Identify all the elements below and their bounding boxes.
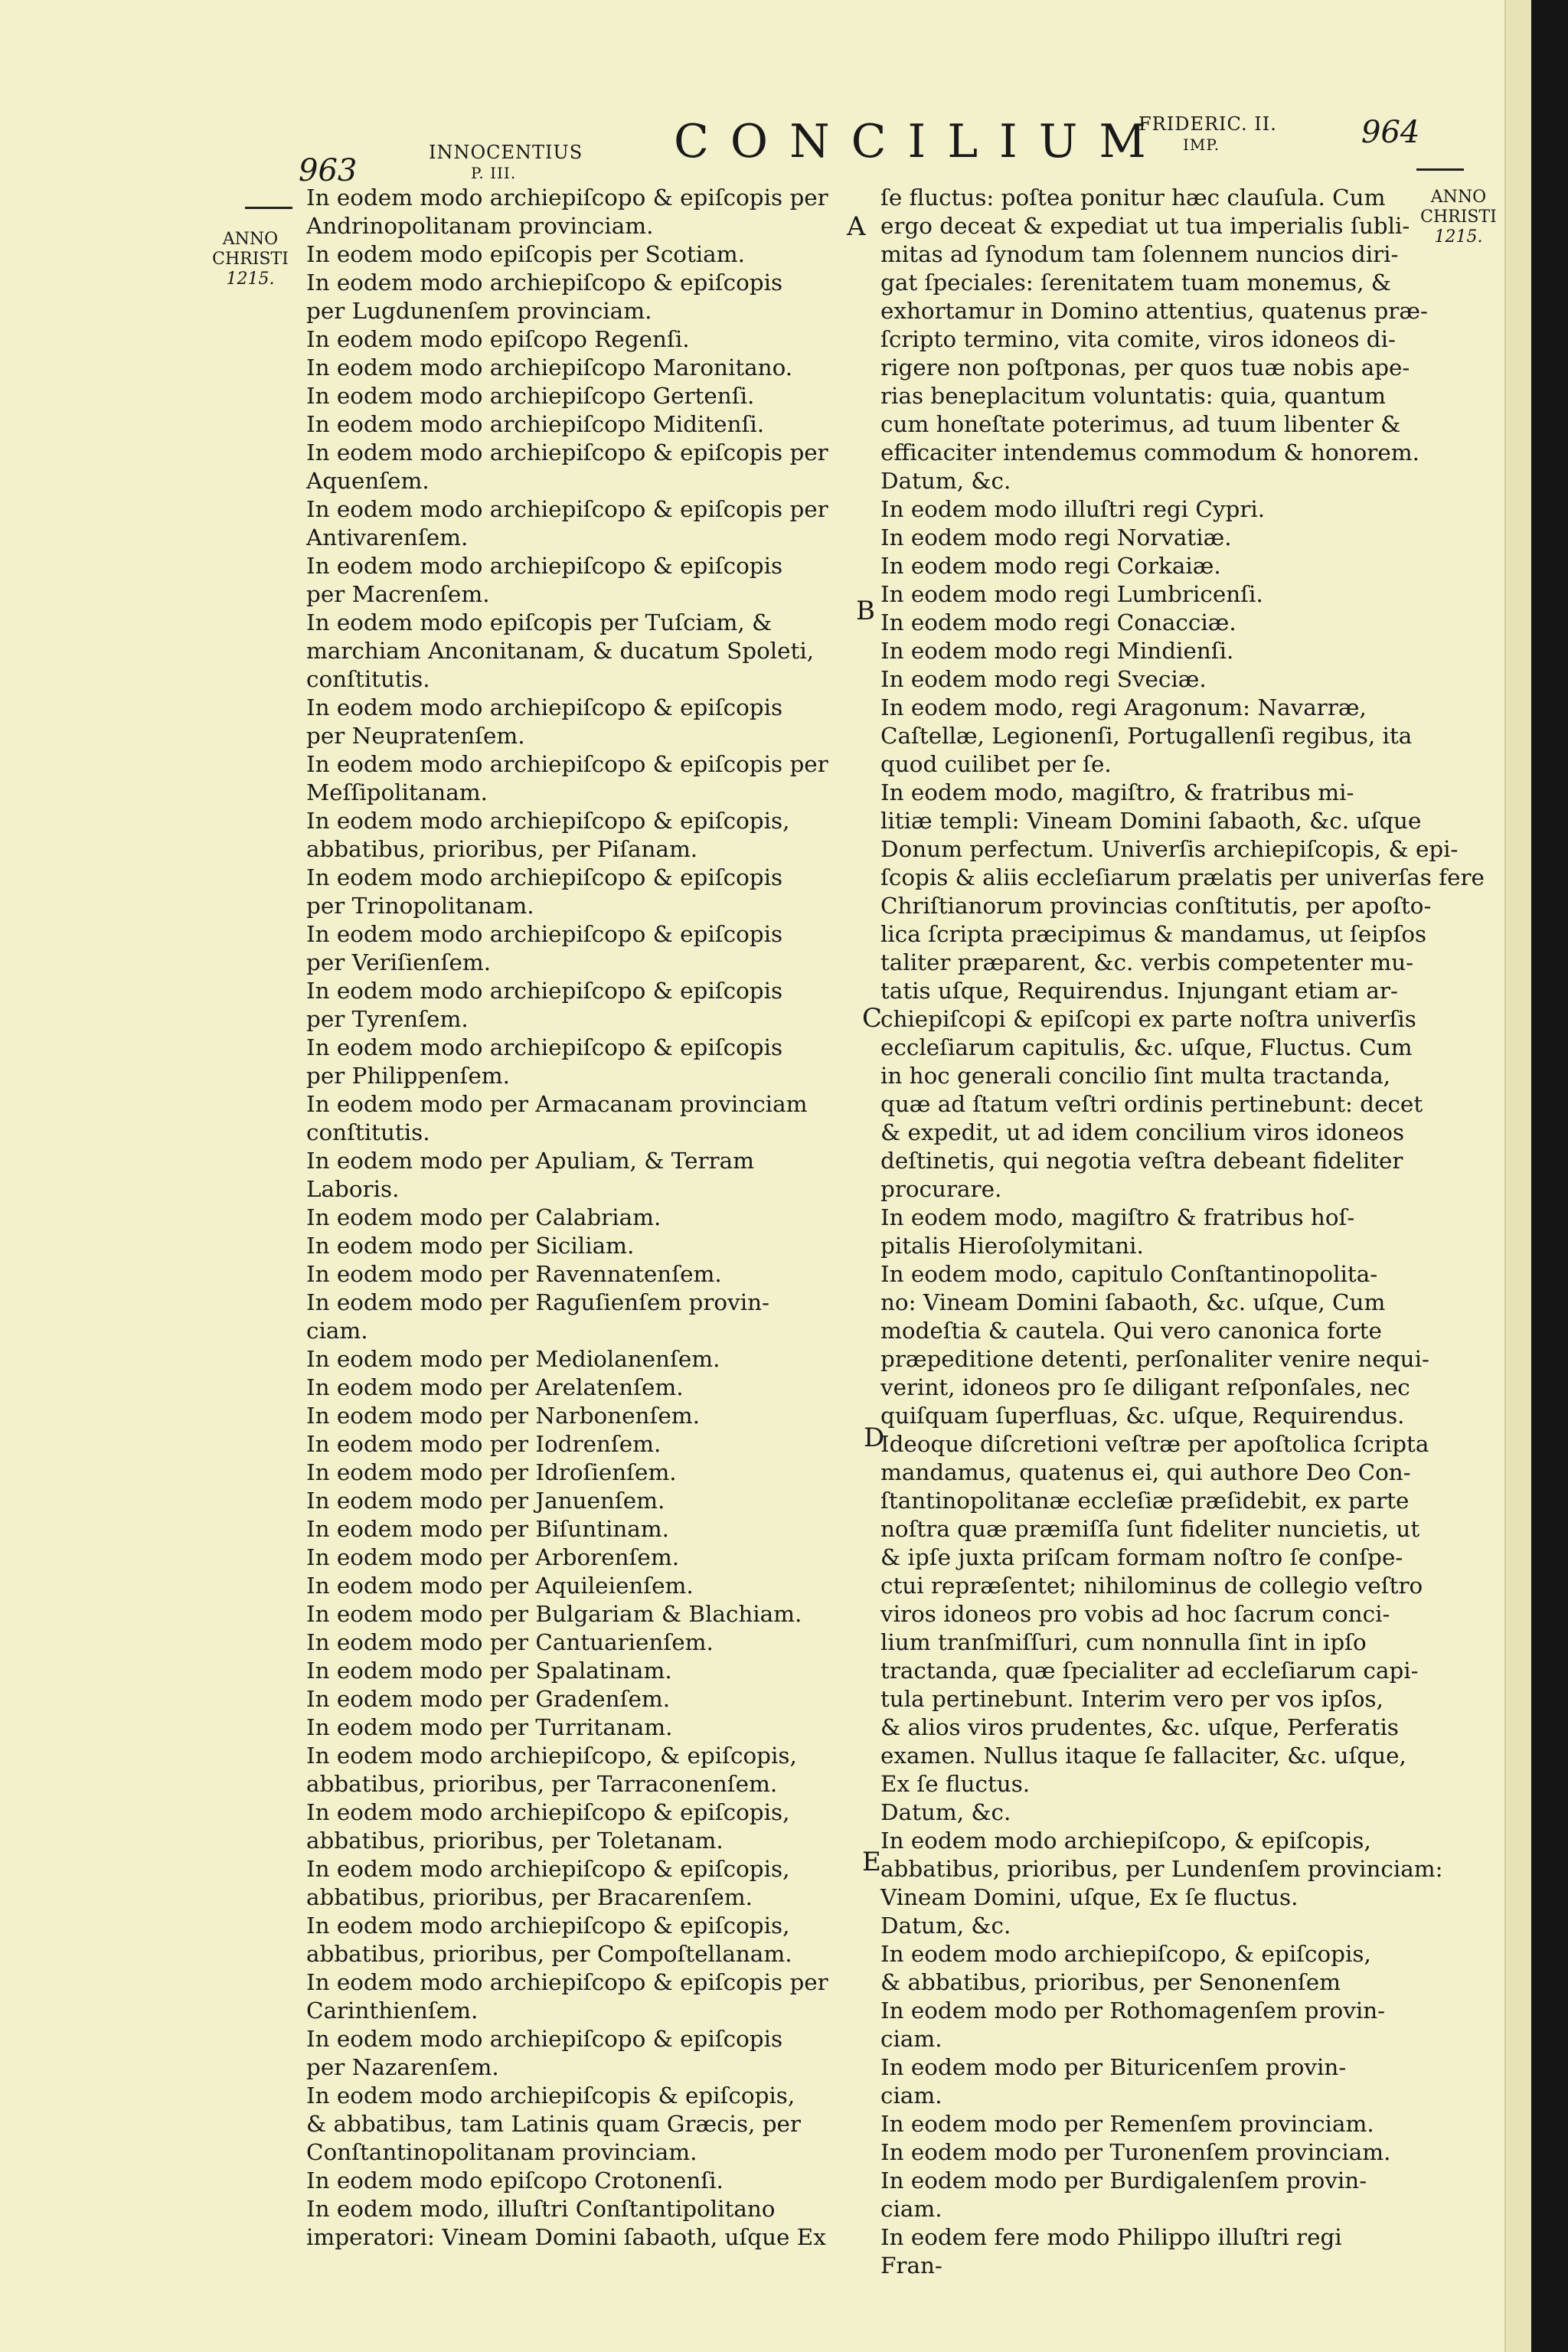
running-head-right: FRIDERIC. II. bbox=[1138, 113, 1277, 135]
text-line: imperatori: Vineam Domini ſabaoth, uſque Ex bbox=[306, 2224, 826, 2250]
page-number-left: 963 bbox=[299, 153, 358, 188]
text-line: deſtinetis, qui negotia veſtra debeant fideliter bbox=[880, 1148, 1403, 1174]
text-line: In eodem modo per Siciliam. bbox=[306, 1233, 635, 1259]
text-line: per Tyrenſem. bbox=[306, 1006, 469, 1032]
text-line: In eodem modo per Ravennatenſem. bbox=[306, 1261, 722, 1287]
text-line: per Macrenſem. bbox=[306, 581, 490, 607]
text-line: cum honeſtate poterimus, ad tuum libenter & bbox=[880, 411, 1401, 437]
text-line: viros idoneos pro vobis ad hoc ſacrum conci- bbox=[880, 1601, 1390, 1627]
text-line: Conſtantinopolitanam provinciam. bbox=[306, 2139, 697, 2165]
text-line: In eodem modo archiepiſcopis & epiſcopis, bbox=[306, 2082, 795, 2109]
text-line: chiepiſcopi & epiſcopi ex parte noſtra univerſis bbox=[880, 1006, 1416, 1032]
text-line: abbatibus, prioribus, per Piſanam. bbox=[306, 836, 698, 862]
text-line: quæ ad ſtatum veſtri ordinis pertinebunt: decet bbox=[880, 1091, 1423, 1117]
text-line: In eodem modo archiepiſcopo & epiſcopis bbox=[306, 553, 783, 579]
text-line: In eodem modo epiſcopis per Tuſciam, & bbox=[306, 609, 773, 635]
running-head-left-sub: P. III. bbox=[471, 164, 517, 182]
text-line: ciam. bbox=[880, 2026, 942, 2052]
text-line: & alios viros prudentes, &c. uſque, Perferatis bbox=[880, 1714, 1399, 1740]
text-line: per Philippenſem. bbox=[306, 1063, 510, 1089]
text-line: In eodem modo, magiſtro, & fratribus mi- bbox=[880, 779, 1354, 805]
section-marker-c: C bbox=[862, 1003, 883, 1034]
text-line: tatis uſque, Requirendus. Injungant etiam ar- bbox=[880, 978, 1398, 1004]
text-line: In eodem modo regi Sveciæ. bbox=[880, 666, 1207, 692]
text-line: gat ſpeciales: ſerenitatem tuam monemus, & bbox=[880, 270, 1391, 296]
text-line: Fran- bbox=[880, 2252, 942, 2278]
text-line: In eodem modo archiepiſcopo, & epiſcopis, bbox=[880, 1828, 1371, 1854]
running-head-left: INNOCENTIUS bbox=[429, 142, 583, 163]
text-line: Datum, &c. bbox=[880, 468, 1011, 494]
text-line: abbatibus, prioribus, per Compoſtellanam. bbox=[306, 1941, 792, 1967]
book-spine bbox=[1531, 0, 1568, 2352]
anno-left-line: ANNO bbox=[222, 230, 279, 249]
text-line: ſcripto termino, vita comite, viros idoneos di- bbox=[880, 326, 1396, 352]
page-title: CONCILIUM bbox=[674, 115, 1168, 168]
text-line: per Neupratenſem. bbox=[306, 723, 525, 749]
text-line: Datum, &c. bbox=[880, 1913, 1011, 1939]
text-line: procurare. bbox=[880, 1176, 1002, 1202]
anno-left-year: 1215. bbox=[226, 270, 275, 289]
text-line: In eodem modo per Aquileienſem. bbox=[306, 1573, 694, 1599]
text-line: In eodem modo per Turonenſem provinciam. bbox=[880, 2139, 1391, 2165]
text-line: In eodem modo archiepiſcopo, & epiſcopis, bbox=[306, 1743, 797, 1769]
text-line: rias beneplacitum voluntatis: quia, quantum bbox=[880, 383, 1387, 409]
text-line: In eodem modo per Cantuarienſem. bbox=[306, 1629, 714, 1655]
text-line: pitalis Hieroſolymitani. bbox=[880, 1233, 1144, 1259]
text-line: In eodem modo archiepiſcopo Gertenſi. bbox=[306, 383, 755, 409]
text-line: per Veriſienſem. bbox=[306, 949, 492, 975]
text-line: & ipſe juxta priſcam formam noſtro ſe conſpe- bbox=[880, 1544, 1403, 1570]
text-line: In eodem modo archiepiſcopo & epiſcopis per bbox=[306, 496, 828, 522]
text-line: præpeditione detenti, perſonaliter venire nequi- bbox=[880, 1346, 1429, 1372]
section-marker-e: E bbox=[862, 1847, 881, 1877]
text-line: ſtantinopolitanæ eccleſiæ præſidebit, ex parte bbox=[880, 1488, 1410, 1514]
section-marker-d: D bbox=[864, 1423, 885, 1453]
text-line: In eodem modo, regi Aragonum: Navarræ, bbox=[880, 694, 1367, 720]
text-line: In eodem modo illuſtri regi Cypri. bbox=[880, 496, 1266, 522]
text-line: In eodem modo per Remenſem provinciam. bbox=[880, 2111, 1374, 2137]
anno-left-line: CHRISTI bbox=[212, 250, 289, 269]
text-line: Ex ſe fluctus. bbox=[880, 1771, 1031, 1797]
text-line: In eodem modo per Turritanam. bbox=[306, 1714, 673, 1740]
text-line: quod cuilibet per ſe. bbox=[880, 751, 1112, 777]
text-line: lium tranſmiſſuri, cum nonnulla ſint in ipſo bbox=[880, 1629, 1367, 1655]
text-line: In eodem modo archiepiſcopo & epiſcopis bbox=[306, 978, 783, 1004]
text-line: In eodem modo archiepiſcopo & epiſcopis bbox=[306, 921, 783, 947]
text-line: Chriſtianorum provincias conſtitutis, per apoſto- bbox=[880, 893, 1432, 919]
text-line: In eodem modo per Bulgariam & Blachiam. bbox=[306, 1601, 802, 1627]
text-line: & abbatibus, prioribus, per Senonenſem bbox=[880, 1969, 1341, 1995]
text-line: Datum, &c. bbox=[880, 1799, 1011, 1825]
text-line: Ideoque diſcretioni veſtræ per apoſtolica ſcripta bbox=[880, 1431, 1429, 1457]
text-line: abbatibus, prioribus, per Lundenſem provinciam: bbox=[880, 1856, 1443, 1882]
text-line: In eodem modo per Narbonenſem. bbox=[306, 1403, 700, 1429]
text-line: marchiam Anconitanam, & ducatum Spoleti, bbox=[306, 638, 815, 664]
text-line: modeſtia & cautela. Qui vero canonica forte bbox=[880, 1318, 1382, 1344]
left-margin-rule bbox=[245, 207, 292, 209]
text-line: rigere non poſtponas, per quos tuæ nobis ape- bbox=[880, 354, 1410, 381]
text-line: In eodem modo per Calabriam. bbox=[306, 1204, 662, 1230]
text-line: Meſſipolitanam. bbox=[306, 779, 488, 805]
text-line: mitas ad ſynodum tam ſolennem nuncios diri- bbox=[880, 241, 1399, 267]
text-line: tula pertinebunt. Interim vero per vos ipſos, bbox=[880, 1686, 1383, 1712]
text-line: In eodem modo per Iodrenſem. bbox=[306, 1431, 662, 1457]
text-line: In eodem modo epiſcopis per Scotiam. bbox=[306, 241, 745, 267]
text-line: Laboris. bbox=[306, 1176, 400, 1202]
text-line: Aquenſem. bbox=[306, 468, 430, 494]
text-line: In eodem modo archiepiſcopo & epiſcopis bbox=[306, 2026, 783, 2052]
text-line: per Trinopolitanam. bbox=[306, 893, 534, 919]
text-line: conſtitutis. bbox=[306, 666, 430, 692]
text-line: In eodem modo per Biſuntinam. bbox=[306, 1516, 670, 1542]
text-line: in hoc generali concilio ſint multa tractanda, bbox=[880, 1063, 1391, 1089]
text-line: In eodem modo archiepiſcopo & epiſcopis per bbox=[306, 439, 828, 466]
text-line: abbatibus, prioribus, per Bracarenſem. bbox=[306, 1884, 753, 1910]
text-line: ſe fluctus: poſtea ponitur hæc clauſula. Cum bbox=[880, 185, 1386, 211]
text-line: In eodem fere modo Philippo illuſtri regi bbox=[880, 2224, 1342, 2250]
anno-right-line: CHRISTI bbox=[1420, 207, 1497, 227]
text-line: In eodem modo epiſcopo Regenſi. bbox=[306, 326, 690, 352]
text-line: In eodem modo per Raguſienſem provin- bbox=[306, 1289, 769, 1315]
anno-right-line: ANNO bbox=[1430, 188, 1487, 207]
text-line: & expedit, ut ad idem concilium viros idoneos bbox=[880, 1119, 1405, 1145]
text-line: In eodem modo epiſcopo Crotonenſi. bbox=[306, 2167, 724, 2194]
text-line: In eodem modo archiepiſcopo & epiſcopis bbox=[306, 864, 783, 890]
next-page-edge bbox=[1504, 0, 1533, 2352]
text-line: abbatibus, prioribus, per Tarraconenſem. bbox=[306, 1771, 778, 1797]
text-line: taliter præparent, &c. verbis competenter mu- bbox=[880, 949, 1414, 975]
text-line: In eodem modo archiepiſcopo Maronitano. bbox=[306, 354, 793, 381]
text-line: In eodem modo, magiſtro & fratribus hoſ- bbox=[880, 1204, 1355, 1230]
text-line: In eodem modo per Armacanam provinciam bbox=[306, 1091, 808, 1117]
text-line: no: Vineam Domini ſabaoth, &c. uſque, Cum bbox=[880, 1289, 1386, 1315]
text-line: abbatibus, prioribus, per Toletanam. bbox=[306, 1828, 724, 1854]
text-line: In eodem modo per Gradenſem. bbox=[306, 1686, 671, 1712]
text-line: Antivarenſem. bbox=[306, 524, 469, 550]
text-line: lica ſcripta præcipimus & mandamus, ut ſeipſos bbox=[880, 921, 1427, 947]
text-line: In eodem modo archiepiſcopo & epiſcopis, bbox=[306, 1799, 790, 1825]
text-line: & abbatibus, tam Latinis quam Græcis, per bbox=[306, 2111, 801, 2137]
text-line: ciam. bbox=[880, 2196, 942, 2222]
section-marker-b: B bbox=[856, 596, 875, 626]
text-line: per Nazarenſem. bbox=[306, 2054, 499, 2080]
text-line: In eodem modo per Apuliam, & Terram bbox=[306, 1148, 754, 1174]
text-line: In eodem modo archiepiſcopo & epiſcopis per bbox=[306, 185, 828, 211]
text-line: mandamus, quatenus ei, qui authore Deo Con- bbox=[880, 1459, 1411, 1485]
text-line: ciam. bbox=[880, 2082, 942, 2109]
text-line: In eodem modo archiepiſcopo & epiſcopis per bbox=[306, 1969, 828, 1995]
text-line: per Lugdunenſem provinciam. bbox=[306, 298, 652, 324]
text-line: Carinthienſem. bbox=[306, 1998, 479, 2024]
text-line: In eodem modo per Mediolanenſem. bbox=[306, 1346, 720, 1372]
text-line: In eodem modo regi Norvatiæ. bbox=[880, 524, 1232, 550]
text-line: Vineam Domini, uſque, Ex ſe fluctus. bbox=[880, 1884, 1298, 1910]
text-line: exhortamur in Domino attentius, quatenus præ- bbox=[880, 298, 1428, 324]
text-line: In eodem modo per Burdigalenſem provin- bbox=[880, 2167, 1367, 2194]
anno-left bbox=[201, 230, 300, 289]
page-number-right: 964 bbox=[1361, 115, 1420, 150]
anno-right-year: 1215. bbox=[1434, 227, 1483, 247]
text-line: In eodem modo archiepiſcopo & epiſcopis, bbox=[306, 1856, 790, 1882]
text-line: In eodem modo, illuſtri Conſtantipolitano bbox=[306, 2196, 776, 2222]
text-line: tractanda, quæ ſpecialiter ad eccleſiarum capi- bbox=[880, 1658, 1419, 1684]
text-line: ctui repræſentet; nihilominus de collegio veſtro bbox=[880, 1573, 1423, 1599]
text-line: In eodem modo per Januenſem. bbox=[306, 1488, 665, 1514]
text-line: In eodem modo per Bituricenſem provin- bbox=[880, 2054, 1347, 2080]
text-line: efficaciter intendemus commodum & honorem. bbox=[880, 439, 1419, 466]
running-head-right-sub: IMP. bbox=[1183, 136, 1220, 154]
text-line: In eodem modo regi Conacciæ. bbox=[880, 609, 1236, 635]
text-line: In eodem modo archiepiſcopo & epiſcopis, bbox=[306, 808, 790, 834]
text-line: In eodem modo per Rothomagenſem provin- bbox=[880, 1998, 1386, 2024]
text-line: In eodem modo archiepiſcopo Miditenſi. bbox=[306, 411, 765, 437]
text-line: In eodem modo archiepiſcopo & epiſcopis bbox=[306, 270, 783, 296]
text-line: eccleſiarum capitulis, &c. uſque, Fluctus. Cum bbox=[880, 1034, 1413, 1060]
text-line: quiſquam ſuperfluas, &c. uſque, Requirendus. bbox=[880, 1403, 1405, 1429]
text-line: In eodem modo regi Mindienſi. bbox=[880, 638, 1234, 664]
text-line: In eodem modo, capitulo Conſtantinopolita- bbox=[880, 1261, 1378, 1287]
text-line: ergo deceat & expediat ut tua imperialis ſubli- bbox=[880, 213, 1410, 239]
text-line: In eodem modo regi Lumbricenſi. bbox=[880, 581, 1263, 607]
right-margin-rule bbox=[1416, 168, 1464, 171]
text-line: Donum perfectum. Univerſis archiepiſcopis, & epi- bbox=[880, 836, 1459, 862]
section-marker-a: A bbox=[847, 211, 866, 242]
text-line: In eodem modo archiepiſcopo, & epiſcopis, bbox=[880, 1941, 1371, 1967]
text-line: In eodem modo regi Corkaiæ. bbox=[880, 553, 1221, 579]
text-line: conſtitutis. bbox=[306, 1119, 430, 1145]
text-line: In eodem modo archiepiſcopo & epiſcopis bbox=[306, 694, 783, 720]
text-line: ſcopis & aliis eccleſiarum prælatis per univerſas fere bbox=[880, 864, 1485, 890]
text-line: ciam. bbox=[306, 1318, 368, 1344]
text-line: In eodem modo per Spalatinam. bbox=[306, 1658, 672, 1684]
text-line: In eodem modo archiepiſcopo & epiſcopis per bbox=[306, 751, 828, 777]
text-line: In eodem modo per Arelatenſem. bbox=[306, 1374, 684, 1400]
text-line: litiæ templi: Vineam Domini ſabaoth, &c. uſque bbox=[880, 808, 1422, 834]
left-text-column bbox=[306, 184, 850, 2252]
text-line: In eodem modo per Arborenſem. bbox=[306, 1544, 680, 1570]
text-line: In eodem modo archiepiſcopo & epiſcopis bbox=[306, 1034, 783, 1060]
text-line: Caſtellæ, Legionenſi, Portugallenſi regibus, ita bbox=[880, 723, 1413, 749]
text-line: Andrinopolitanam provinciam. bbox=[306, 213, 654, 239]
text-line: examen. Nullus itaque ſe fallaciter, &c. uſque, bbox=[880, 1743, 1406, 1769]
text-line: In eodem modo archiepiſcopo & epiſcopis, bbox=[306, 1913, 790, 1939]
text-line: In eodem modo per Idroſienſem. bbox=[306, 1459, 677, 1485]
text-line: noſtra quæ præmiſſa ſunt fideliter nuncietis, ut bbox=[880, 1516, 1420, 1542]
text-line: verint, idoneos pro ſe diligant reſponſales, nec bbox=[880, 1374, 1410, 1400]
